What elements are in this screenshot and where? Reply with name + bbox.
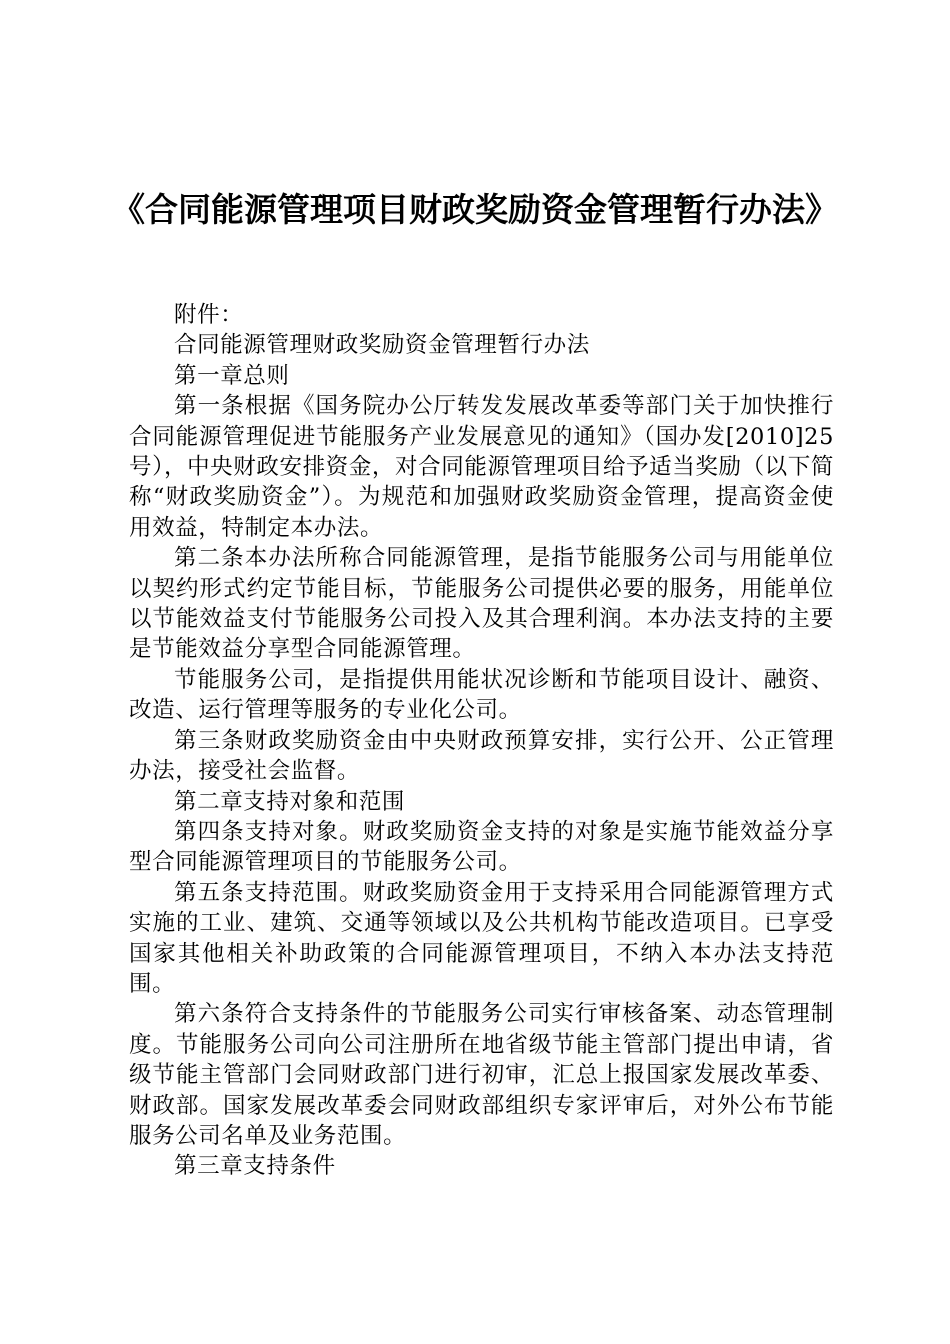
chapter-heading: 第三章支持条件 — [174, 1153, 336, 1180]
article-paragraph: 第一条根据《国务院办公厅转发发展改革委等部门关于加快推行合同能源管理促进节能服务产业发展意见的通知》（国办发[2010]25号），中央财政安排资金，对合同能源管理项目给予适当奖励（以下简称“财政奖励资金”）。为规范和加强财政奖励资金管理，提高资金使用效益，特制定本办法。 — [129, 393, 834, 541]
document-body — [129, 300, 834, 1182]
article-paragraph: 第三条财政奖励资金由中央财政预算安排，实行公开、公正管理办法，接受社会监督。 — [129, 727, 834, 785]
attachment-title: 合同能源管理财政奖励资金管理暂行办法 — [174, 332, 590, 359]
document-title: 《合同能源管理项目财政奖励资金管理暂行办法》 — [112, 190, 838, 229]
chapter-heading: 第一章总则 — [174, 362, 290, 389]
article-paragraph: 节能服务公司，是指提供用能状况诊断和节能项目设计、融资、改造、运行管理等服务的专业化公司。 — [129, 666, 834, 724]
chapter-heading: 第二章支持对象和范围 — [174, 788, 406, 815]
article-paragraph: 第五条支持范围。财政奖励资金用于支持采用合同能源管理方式实施的工业、建筑、交通等领域以及公共机构节能改造项目。已享受国家其他相关补助政策的合同能源管理项目，不纳入本办法支持范围。 — [129, 879, 834, 997]
article-paragraph: 第六条符合支持条件的节能服务公司实行审核备案、动态管理制度。节能服务公司向公司注册所在地省级节能主管部门提出申请，省级节能主管部门会同财政部门进行初审，汇总上报国家发展改革委、财政部。国家发展改革委会同财政部组织专家评审后，对外公布节能服务公司名单及业务范围。 — [129, 1001, 834, 1149]
article-paragraph: 第二条本办法所称合同能源管理，是指节能服务公司与用能单位以契约形式约定节能目标，节能服务公司提供必要的服务，用能单位以节能效益支付节能服务公司投入及其合理利润。本办法支持的主要是节能效益分享型合同能源管理。 — [129, 545, 834, 663]
attachment-label: 附件： — [174, 302, 244, 328]
article-paragraph: 第四条支持对象。财政奖励资金支持的对象是实施节能效益分享型合同能源管理项目的节能服务公司。 — [129, 818, 834, 876]
